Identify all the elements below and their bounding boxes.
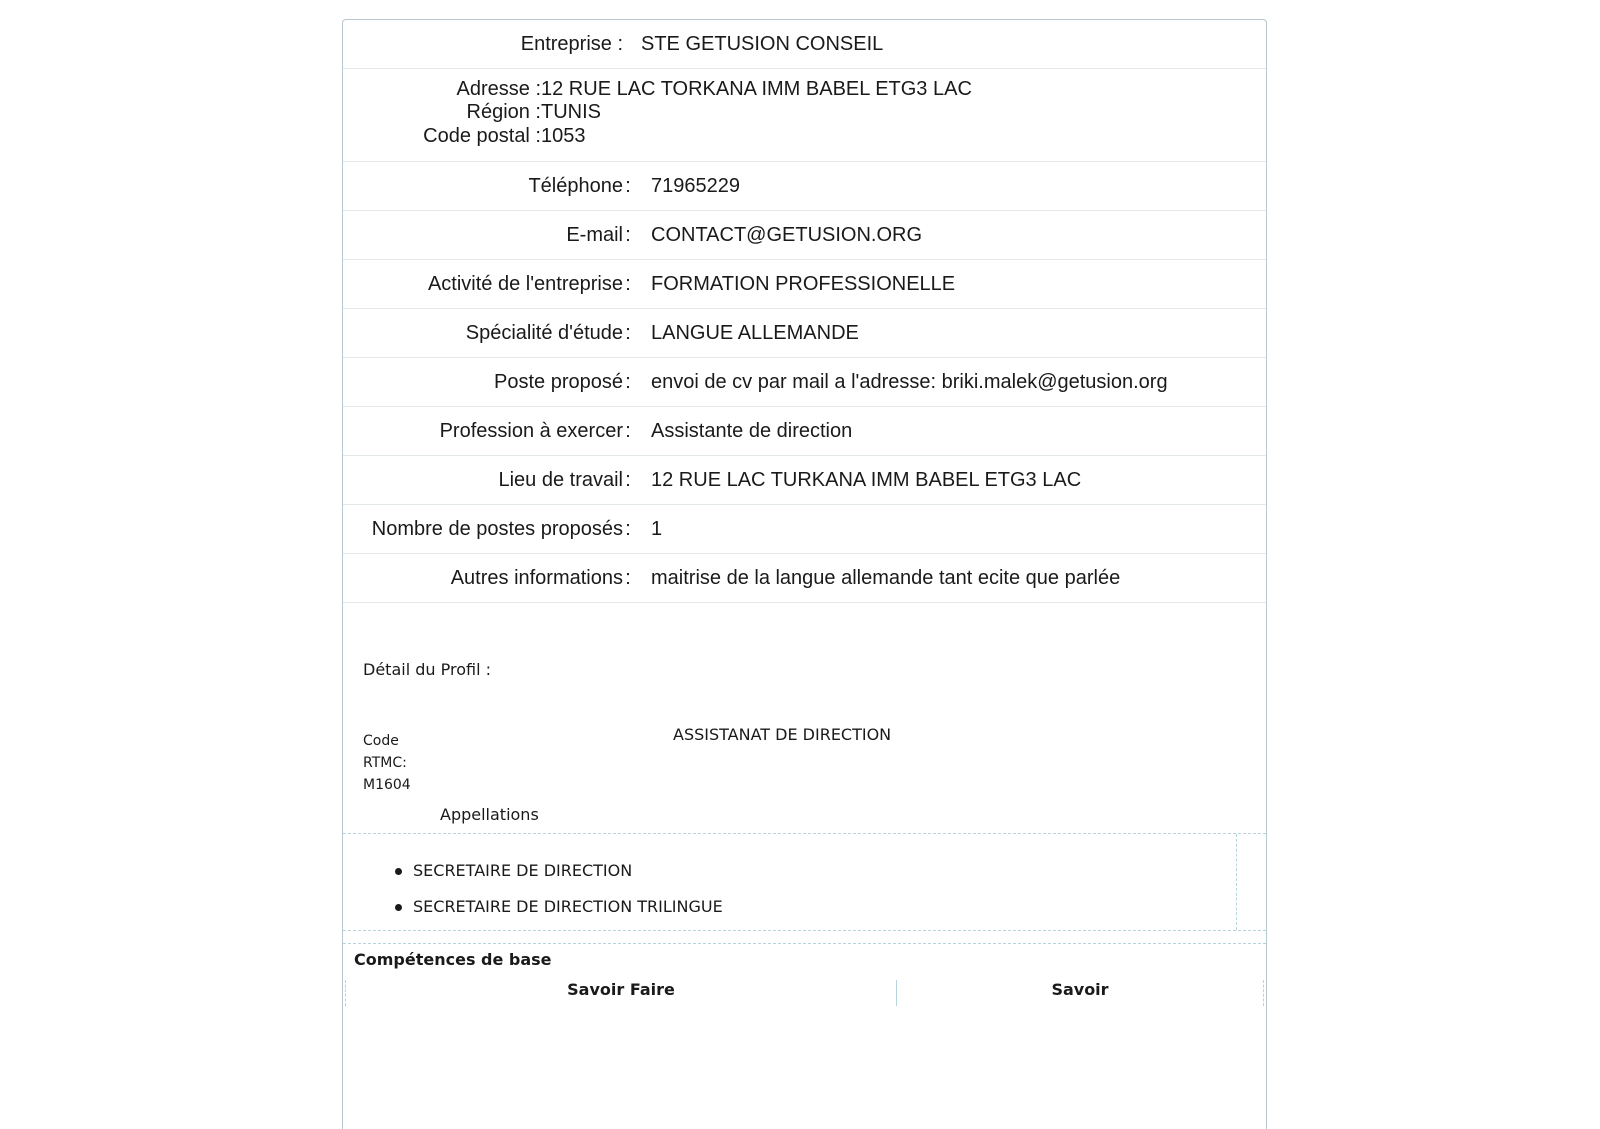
appellations-list [393, 859, 723, 931]
job-offer-card [342, 19, 1267, 1129]
profile-name: ASSISTANAT DE DIRECTION [673, 725, 892, 744]
label-region: Région : [466, 101, 541, 123]
value-adresse: 12 RUE LAC TORKANA IMM BABEL ETG3 LAC [541, 78, 972, 100]
row-autres: Autres informations : maitrise de la langue allemande tant ecite que parlée [343, 554, 1266, 603]
value-specialite: LANGUE ALLEMANDE [651, 321, 859, 344]
row-activite: Activité de l'entreprise : FORMATION PROFESSIONELLE [343, 260, 1266, 309]
appellations-title: Appellations [440, 805, 539, 824]
value-region: TUNIS [541, 101, 601, 123]
savoir-faire-header: Savoir Faire [567, 980, 675, 999]
value-activite: FORMATION PROFESSIONELLE [651, 272, 956, 295]
row-email: E-mail : CONTACT@GETUSION.ORG [343, 211, 1266, 260]
profile-title: Détail du Profil : [363, 660, 491, 679]
label-adresse: Adresse : [456, 78, 541, 100]
label-poste: Poste proposé [494, 370, 623, 393]
bullet-icon [395, 904, 402, 911]
competences-title: Compétences de base [354, 950, 552, 969]
code-line: M1604 [363, 777, 411, 793]
row-poste: Poste proposé : envoi de cv par mail a l'adresse: briki.malek@getusion.org [343, 358, 1266, 407]
row-telephone: Téléphone : 71965229 [343, 162, 1266, 211]
competences-section [343, 943, 1266, 1005]
rtmc-code [363, 730, 411, 796]
appellations-box [343, 833, 1266, 931]
label-email: E-mail [566, 223, 623, 246]
region-line [343, 101, 1266, 125]
row-nombre: Nombre de postes proposés : 1 [343, 505, 1266, 554]
bullet-icon [395, 868, 402, 875]
value-profession: Assistante de direction [651, 419, 853, 442]
label-telephone: Téléphone [528, 174, 623, 197]
value-nombre: 1 [651, 517, 663, 540]
value-entreprise: STE GETUSION CONSEIL [641, 32, 884, 55]
appellation-label: SECRETAIRE DE DIRECTION TRILINGUE [413, 897, 723, 916]
label-profession: Profession à exercer [439, 419, 623, 442]
address-block [343, 69, 1266, 162]
label-autres: Autres informations [450, 566, 623, 589]
label-specialite: Spécialité d'étude [465, 321, 623, 344]
appellation-label: SECRETAIRE DE DIRECTION [413, 861, 633, 880]
code-line: Code [363, 733, 399, 749]
value-telephone: 71965229 [651, 174, 740, 197]
label-lieu: Lieu de travail [498, 468, 623, 491]
label-code-postal: Code postal : [423, 125, 541, 147]
code-line: RTMC: [363, 755, 407, 771]
row-specialite: Spécialité d'étude : LANGUE ALLEMANDE [343, 309, 1266, 358]
list-item [393, 895, 723, 931]
list-item [393, 859, 723, 895]
value-email: CONTACT@GETUSION.ORG [651, 223, 923, 246]
label-entreprise: Entreprise : [520, 32, 623, 55]
value-code-postal: 1053 [541, 125, 586, 147]
label-activite: Activité de l'entreprise [427, 272, 623, 295]
postal-code-line [343, 125, 1266, 149]
row-entreprise [343, 20, 1266, 69]
address-line [343, 78, 1266, 102]
value-autres: maitrise de la langue allemande tant ecite que parlée [651, 566, 1121, 589]
value-poste: envoi de cv par mail a l'adresse: briki.malek@getusion.org [651, 370, 1168, 393]
savoir-header: Savoir [1051, 980, 1109, 999]
value-lieu: 12 RUE LAC TURKANA IMM BABEL ETG3 LAC [651, 468, 1082, 491]
label-nombre: Nombre de postes proposés [371, 517, 623, 540]
row-profession: Profession à exercer : Assistante de direction [343, 407, 1266, 456]
row-lieu: Lieu de travail : 12 RUE LAC TURKANA IMM BABEL ETG3 LAC [343, 456, 1266, 505]
